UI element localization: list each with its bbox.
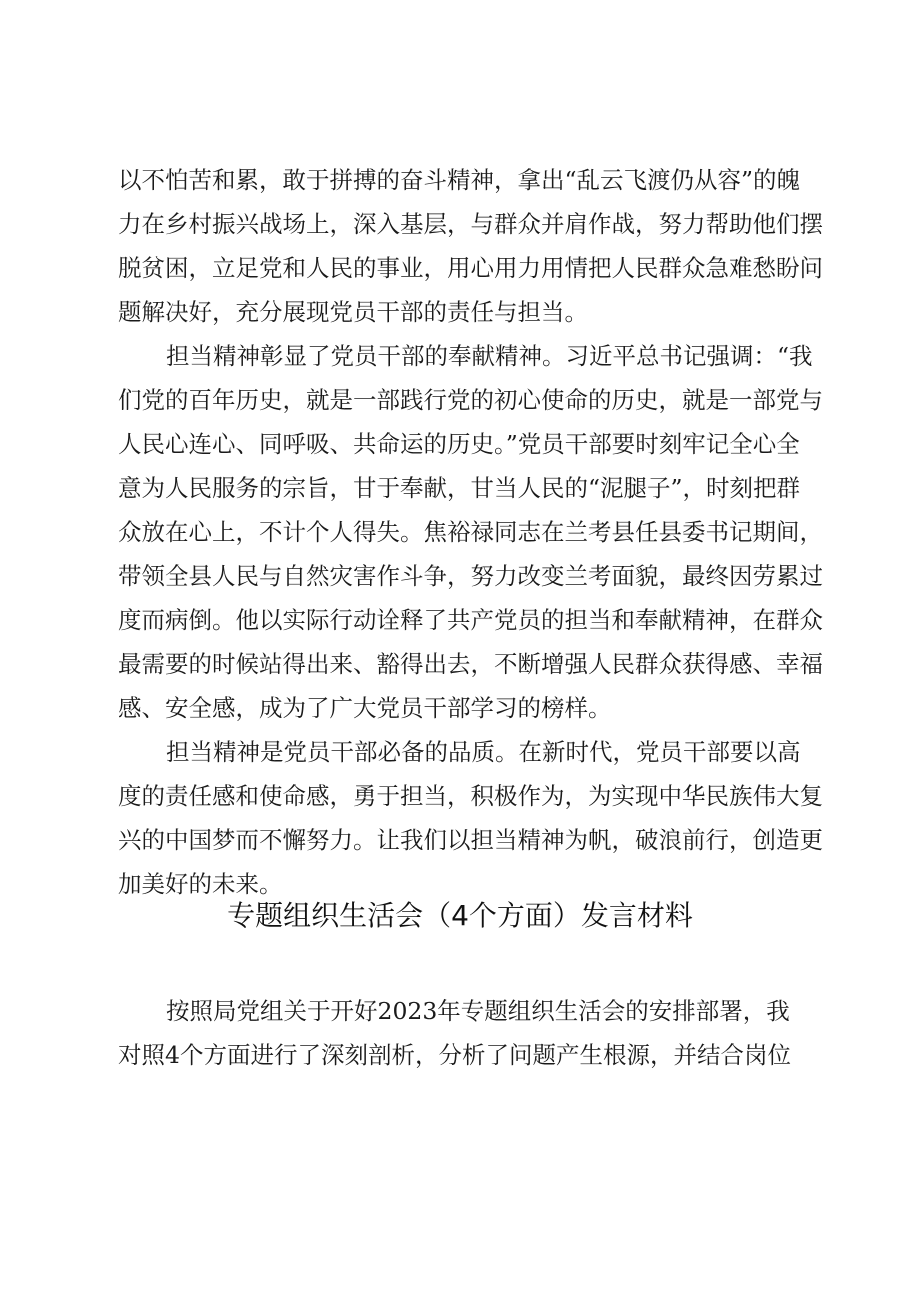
paragraph-1-line-3: 脱贫困，立足党和人民的事业，用心用力用情把人民群众急难愁盼问 bbox=[118, 254, 823, 282]
paragraph-1-line-2: 力在乡村振兴战场上，深入基层，与群众并肩作战，努力帮助他们摆 bbox=[118, 210, 823, 238]
section-title: 专题组织生活会（4个方面）发言材料 bbox=[227, 899, 693, 932]
paragraph-1-line-4: 题解决好，充分展现党员干部的责任与担当。 bbox=[118, 298, 588, 326]
paragraph-2-line-4: 意为人民服务的宗旨，甘于奉献，甘当人民的“泥腿子”，时刻把群 bbox=[118, 474, 801, 502]
paragraph-2-line-5: 众放在心上，不计个人得失。焦裕禄同志在兰考县任县委书记期间， bbox=[118, 518, 823, 546]
paragraph-2-line-6: 带领全县人民与自然灾害作斗争，努力改变兰考面貌，最终因劳累过 bbox=[118, 562, 823, 590]
paragraph-1-line-1: 以不怕苦和累，敢于拼搏的奋斗精神，拿出“乱云飞渡仍从容”的魄 bbox=[118, 166, 801, 194]
paragraph-3-line-4: 加美好的未来。 bbox=[118, 870, 283, 898]
paragraph-3-line-2: 度的责任感和使命感，勇于担当，积极作为，为实现中华民族伟大复 bbox=[118, 782, 823, 810]
paragraph-2-line-8: 最需要的时候站得出来、豁得出去，不断增强人民群众获得感、幸福 bbox=[118, 650, 823, 678]
intro-line-2: 对照4个方面进行了深刻剖析，分析了问题产生根源，并结合岗位 bbox=[118, 1041, 791, 1069]
paragraph-2-line-1: 担当精神彰显了党员干部的奉献精神。习近平总书记强调：“我 bbox=[166, 342, 813, 370]
paragraph-2-line-7: 度而病倒。他以实际行动诠释了共产党员的担当和奉献精神，在群众 bbox=[118, 606, 823, 634]
paragraph-2-line-9: 感、安全感，成为了广大党员干部学习的榜样。 bbox=[118, 694, 612, 722]
paragraph-3-line-3: 兴的中国梦而不懈努力。让我们以担当精神为帆，破浪前行，创造更 bbox=[118, 826, 823, 854]
paragraph-2-line-2: 们党的百年历史，就是一部践行党的初心使命的历史，就是一部党与 bbox=[118, 386, 823, 414]
paragraph-2-line-3: 人民心连心、同呼吸、共命运的历史。”党员干部要时刻牢记全心全 bbox=[118, 430, 800, 458]
intro-line-1: 按照局党组关于开好2023年专题组织生活会的安排部署，我 bbox=[166, 997, 790, 1025]
paragraph-3-line-1: 担当精神是党员干部必备的品质。在新时代，党员干部要以高 bbox=[166, 738, 801, 766]
